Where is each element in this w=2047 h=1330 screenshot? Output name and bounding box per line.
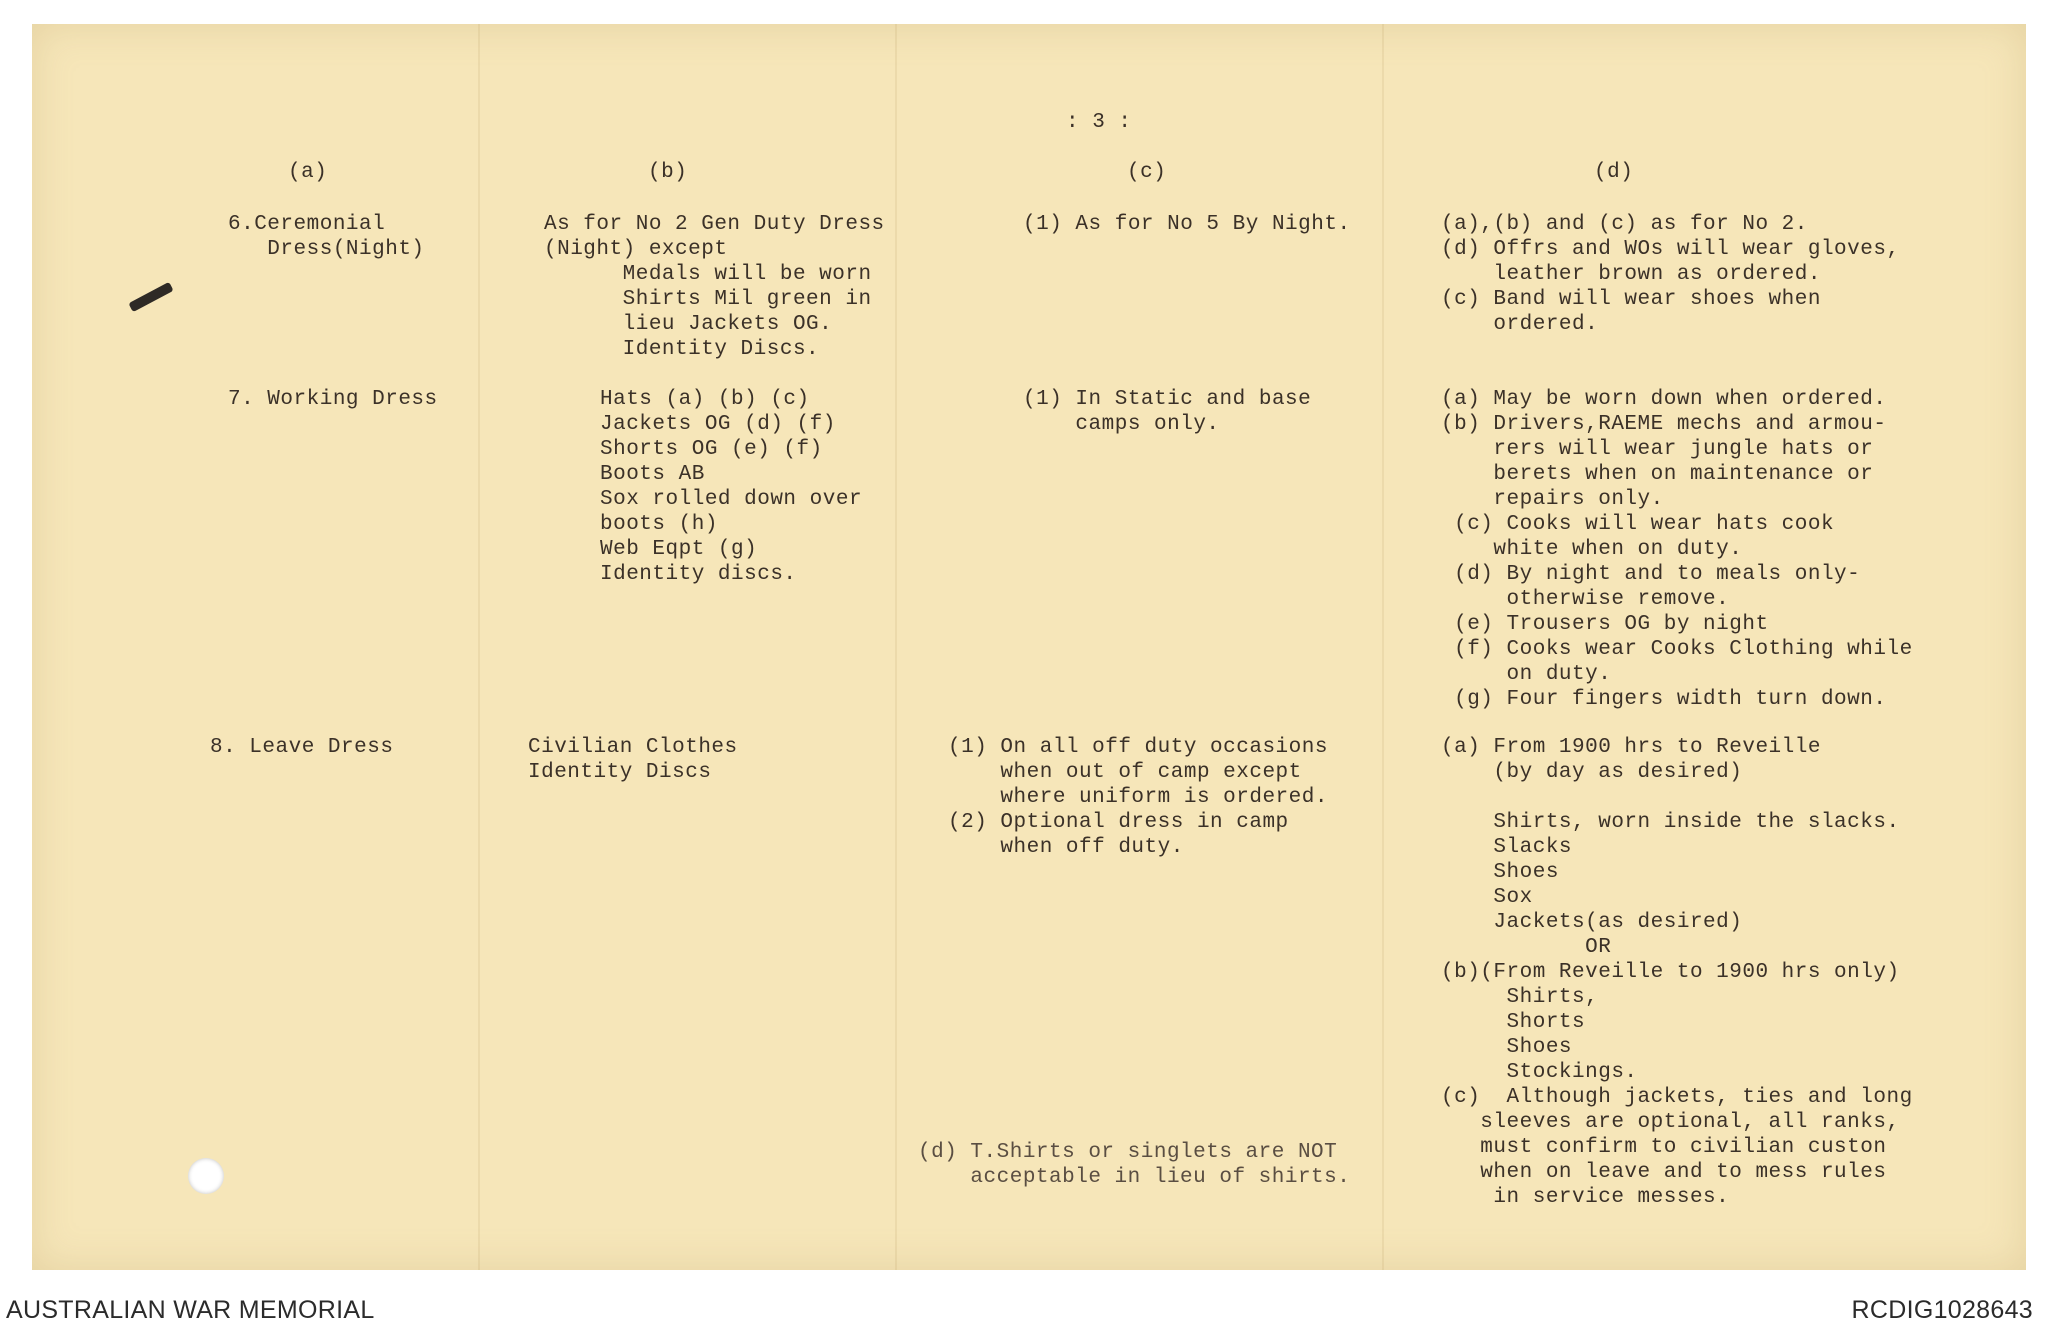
footer-source: AUSTRALIAN WAR MEMORIAL: [6, 1296, 375, 1324]
row-8-remarks: (a) From 1900 hrs to Reveille (by day as desired) Shirts, worn inside the slacks. Slacks Shoes Sox Jackets(as desired) OR (b)(From Reveille to 1900 hrs only) Shirts, Shorts Shoes Stockings. (c) Although jackets, ties and long sleeves are optional, all ranks, must confirm to civilian custon when on leave and to mess rules in service messes.: [1441, 736, 1913, 1209]
row-7-dress-name: 7. Working Dress: [228, 388, 438, 411]
column-header-d: (d): [1594, 161, 1634, 184]
row-6-remarks: (a),(b) and (c) as for No 2. (d) Offrs and WOs will wear gloves, leather brown as ordered. (c) Band will wear shoes when ordered.: [1441, 213, 1900, 336]
fold-line: [1382, 24, 1384, 1270]
row-6-dress-name: 6.Ceremonial Dress(Night): [228, 213, 425, 261]
row-6-occasions: (1) As for No 5 By Night.: [1023, 213, 1351, 236]
row-7-remarks: (a) May be worn down when ordered. (b) Drivers,RAEME mechs and armou- rers will wear jungle hats or berets when on maintenance or repairs only. (c) Cooks will wear hats cook white when on duty. (d) By night and to meals only- otherwise remove. (e) Trousers OG by night (f) Cooks wear Cooks Clothing while on duty. (g) Four fingers width turn down.: [1441, 388, 1913, 711]
row-8-items: Civilian Clothes Identity Discs: [528, 736, 738, 784]
fold-line: [895, 24, 897, 1270]
row-8-dress-name: 8. Leave Dress: [210, 736, 394, 759]
punch-hole: [188, 1158, 224, 1194]
note-t-shirts: (d) T.Shirts or singlets are NOT acceptable in lieu of shirts.: [918, 1141, 1351, 1189]
fold-line: [478, 24, 480, 1270]
footer-record-id: RCDIG1028643: [1851, 1296, 2033, 1324]
row-6-items: As for No 2 Gen Duty Dress (Night) except Medals will be worn Shirts Mil green in lieu Jackets OG. Identity Discs.: [544, 213, 885, 361]
page-number: : 3 :: [1066, 111, 1132, 134]
row-8-occasions: (1) On all off duty occasions when out of camp except where uniform is ordered. (2) Optional dress in camp when off duty.: [948, 736, 1328, 859]
row-7-occasions: (1) In Static and base camps only.: [1023, 388, 1312, 436]
row-7-items: Hats (a) (b) (c) Jackets OG (d) (f) Shorts OG (e) (f) Boots AB Sox rolled down over boots (h) Web Eqpt (g) Identity discs.: [600, 388, 863, 586]
column-header-a: (a): [288, 161, 328, 184]
column-header-b: (b): [648, 161, 688, 184]
column-header-c: (c): [1127, 161, 1167, 184]
